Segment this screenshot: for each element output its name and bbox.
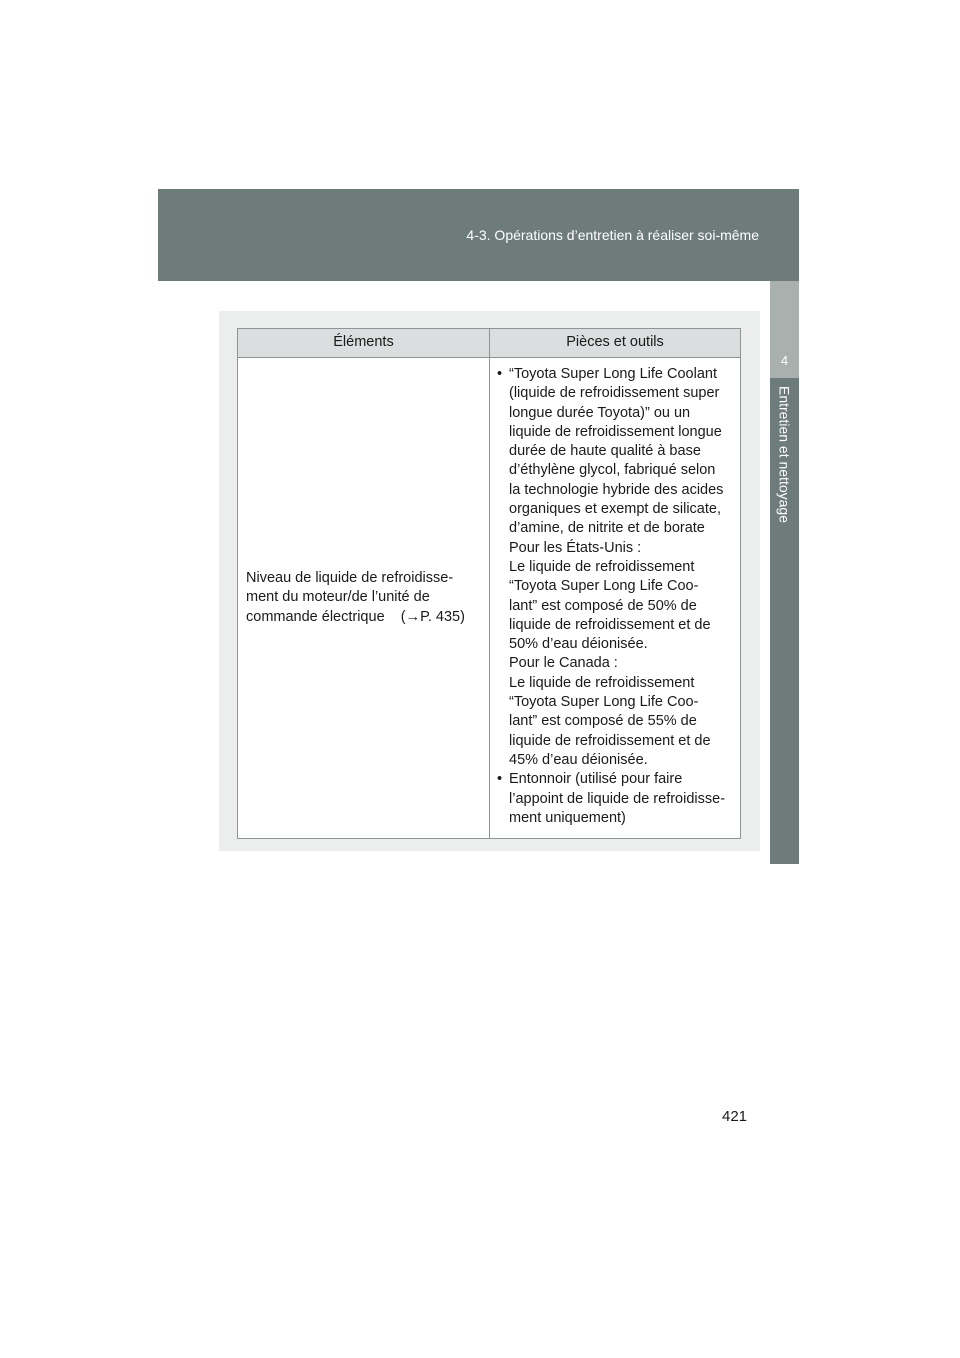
tool-line: • Entonnoir (utilisé pour faire bbox=[509, 771, 683, 788]
tool-line: liquide de refroidissement longue bbox=[509, 423, 722, 440]
content-panel bbox=[219, 311, 760, 851]
tool-line: Pour les États-Unis : bbox=[509, 539, 642, 556]
element-line: ment du moteur/de l’unité de bbox=[246, 589, 430, 606]
maintenance-items-table bbox=[237, 328, 741, 839]
tool-line: d’amine, de nitrite et de borate bbox=[509, 520, 705, 537]
tool-line: “Toyota Super Long Life Coo- bbox=[509, 578, 699, 595]
chapter-tab-label bbox=[770, 378, 799, 864]
tool-line: liquide de refroidissement et de bbox=[509, 616, 711, 633]
header-elements: Éléments bbox=[238, 329, 490, 358]
tool-line: Le liquide de refroidissement bbox=[509, 674, 695, 691]
tool-line: d’éthylène glycol, fabriqué selon bbox=[509, 462, 716, 479]
tool-line: organiques et exempt de silicate, bbox=[509, 501, 721, 518]
tool-line: Le liquide de refroidissement bbox=[509, 558, 695, 575]
tool-line: “Toyota Super Long Life Coo- bbox=[509, 694, 699, 711]
tool-line: 50% d’eau déionisée. bbox=[509, 636, 648, 653]
tool-line: l’appoint de liquide de refroidisse- bbox=[509, 790, 726, 807]
tools-cell bbox=[490, 358, 741, 839]
element-line: Niveau de liquide de refroidisse- bbox=[246, 570, 454, 587]
tool-line: lant” est composé de 50% de bbox=[509, 597, 697, 614]
tool-line: Pour le Canada : bbox=[509, 655, 618, 672]
chapter-label: Entretien et nettoyage bbox=[776, 386, 793, 523]
element-cell bbox=[238, 358, 490, 839]
table-row bbox=[238, 358, 741, 839]
tools-list bbox=[497, 365, 740, 828]
tool-line: longue durée Toyota)” ou un bbox=[509, 404, 691, 421]
header-tools: Pièces et outils bbox=[490, 329, 741, 358]
page-number: 421 bbox=[722, 1108, 748, 1125]
list-item bbox=[497, 770, 740, 828]
element-line: commande électrique (→P. 435) bbox=[246, 608, 465, 625]
list-item bbox=[497, 365, 740, 770]
chapter-header-band bbox=[158, 189, 799, 281]
chapter-number: 4 bbox=[780, 353, 789, 368]
tool-line: 45% d’eau déionisée. bbox=[509, 751, 648, 768]
tool-line: ment uniquement) bbox=[509, 809, 626, 826]
tool-line: (liquide de refroidissement super bbox=[509, 385, 720, 402]
section-title: 4-3. Opérations d’entretien à réaliser soi-même bbox=[466, 227, 759, 243]
tool-line: lant” est composé de 55% de bbox=[509, 713, 697, 730]
chapter-tab-number bbox=[770, 281, 799, 378]
tool-line: • “Toyota Super Long Life Coolant bbox=[509, 366, 717, 382]
table-header-row bbox=[238, 329, 741, 358]
tool-line: liquide de refroidissement et de bbox=[509, 732, 711, 749]
tool-line: durée de haute qualité à base bbox=[509, 443, 701, 460]
tool-line: la technologie hybride des acides bbox=[509, 481, 724, 498]
